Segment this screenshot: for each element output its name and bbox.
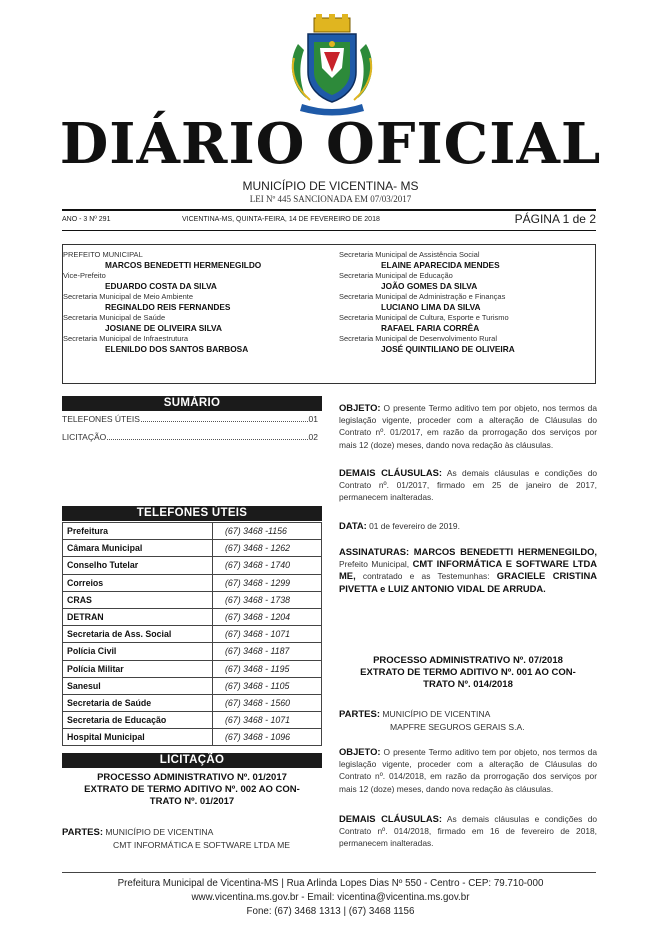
leader-dots [107,439,307,440]
official-role: PREFEITO MUNICIPAL [63,250,143,259]
demais-label: DEMAIS CLÁUSULAS: [339,467,443,478]
official-name: ELENILDO DOS SANTOS BARBOSA [105,344,249,354]
demais-text: As demais cláusulas e condições do Contrato nº. 01/2017, firmado em 25 de janeiro de 2017, permanecem inalteradas. [339,468,598,503]
table-row [63,626,322,643]
objeto-1-paragraph [339,402,597,451]
official-role: Secretaria Municipal de Assistência Social [339,250,480,259]
phones-table [62,522,322,746]
official-name: ELAINE APARECIDA MENDES [381,260,500,270]
footer-rule [62,872,596,873]
objeto-text: O presente Termo aditivo tem por objeto, nos termos da legislação vigente, proceder com a alteração de Cláusulas do Contrato nº. 01/2017, em razão da prorrogação dos serviços por mais 12 (doze) meses, dando nova redação às cláusulas. [339,403,597,450]
official-name: JOSIANE DE OLIVEIRA SILVA [105,323,222,333]
official-role: Secretaria Municipal de Educação [339,271,453,280]
official-name: EDUARDO COSTA DA SILVA [105,281,217,291]
official-name: RAFAEL FARIA CORRÊA [381,323,480,333]
official-role: Secretaria Municipal de Desenvolvimento Rural [339,334,497,343]
phone-name: CRAS [63,591,213,608]
process-1-line: EXTRATO DE TERMO ADITIVO Nº. 002 AO CON- [84,784,300,795]
phone-name: Hospital Municipal [63,729,213,746]
process-1-line: PROCESSO ADMINISTRATIVO Nº. 01/2017 [97,772,287,783]
table-row [63,643,322,660]
phone-name: Secretaria de Saúde [63,694,213,711]
official-role: Secretaria Municipal de Cultura, Esporte e Turismo [339,313,509,322]
objeto-label: OBJETO: [339,746,381,757]
assinaturas-text: Prefeito Municipal, [339,559,413,570]
phone-number: (67) 3468 - 1738 [213,591,322,608]
phone-number: (67) 3468 - 1096 [213,729,322,746]
parties-label: PARTES: [339,709,380,720]
phone-name: Correios [63,574,213,591]
phone-name: Sanesul [63,677,213,694]
summary-entry-label: LICITAÇÃO [62,432,107,442]
process-1-parties [62,826,322,851]
summary-entry-label: TELEFONES ÚTEIS [62,414,140,424]
officials-right-column [339,250,604,355]
bottom-rule [62,230,596,231]
objeto-text: O presente Termo aditivo tem por objeto, nos termos da legislação vigente, proceder com a alteração de Cláusulas do Contrato nº. 014/2018, em razão da prorrogação dos serviços por mais 12 (doze) meses, dando nova redação às cláusulas. [339,747,597,794]
phone-number: (67) 3468 - 1204 [213,608,322,625]
phone-name: Conselho Tutelar [63,557,213,574]
objeto-2-paragraph [339,746,597,795]
process-2-line: EXTRATO DE TERMO ADITIVO Nº. 001 AO CON- [360,667,576,678]
parties-label: PARTES: [62,827,103,838]
table-row [63,574,322,591]
phone-name: Secretaria de Educação [63,712,213,729]
law-reference: LEI Nº 445 SANCIONADA EM 07/03/2017 [249,194,412,204]
official-name: JOSÉ QUINTILIANO DE OLIVEIRA [381,344,515,354]
table-row [63,694,322,711]
top-rule [62,209,596,211]
process-2-line: TRATO Nº. 014/2018 [423,679,513,690]
official-role: Vice-Prefeito [63,271,106,280]
phone-number: (67) 3468 - 1195 [213,660,322,677]
party-name: MAPFRE SEGUROS GERAIS S.A. [390,722,525,732]
phone-number: (67) 3468 - 1560 [213,694,322,711]
footer-address: Prefeitura Municipal de Vicentina-MS | Rua Arlinda Lopes Dias Nº 550 - Centro - CEP: 79.710-000 [117,878,544,889]
official-role: Secretaria Municipal de Administração e Finanças [339,292,506,301]
phone-name: DETRAN [63,608,213,625]
demais-2-paragraph [339,813,597,850]
table-row [63,557,322,574]
page-number: PÁGINA 1 de 2 [514,212,596,226]
table-row [63,712,322,729]
assinaturas-witnesses: GRACIELE CRISTINA PIVETTA e LUIZ ANTONIO VIDAL DE ARRUDA. [339,570,597,594]
assinaturas-company: CMT INFORMÁTICA E SOFTWARE LTDA ME, [339,558,597,582]
summary-entry[interactable] [62,414,318,424]
data-paragraph [339,520,597,532]
assinaturas-paragraph [339,546,597,595]
table-row [63,677,322,694]
table-row [63,729,322,746]
data-text: 01 de fevereiro de 2019. [366,521,460,531]
phone-name: Prefeitura [63,523,213,540]
official-name: REGINALDO REIS FERNANDES [105,302,231,312]
phone-number: (67) 3468 - 1071 [213,626,322,643]
table-row [63,660,322,677]
process-2-parties [339,708,597,733]
party-name: MUNICÍPIO DE VICENTINA [382,709,491,719]
phone-number: (67) 3468 -1156 [213,523,322,540]
assinaturas-label: ASSINATURAS: MARCOS BENEDETTI HERMENEGILDO, [339,546,597,557]
process-2-line: PROCESSO ADMINISTRATIVO Nº. 07/2018 [373,655,563,666]
process-1-line: TRATO Nº. 01/2017 [149,796,235,807]
phone-number: (67) 3468 - 1299 [213,574,322,591]
footer-phones: Fone: (67) 3468 1313 | (67) 3468 1156 [246,906,415,917]
issue-date: VICENTINA-MS, QUINTA-FEIRA, 14 DE FEVEREIRO DE 2018 [182,216,380,223]
phone-name: Polícia Civil [63,643,213,660]
edition-number: ANO - 3 Nº 291 [62,216,111,223]
official-role: Secretaria Municipal de Meio Ambiente [63,292,194,301]
phone-number: (67) 3468 - 1187 [213,643,322,660]
table-row [63,608,322,625]
demais-text: As demais cláusulas e condições do Contrato nº. 014/2018, firmado em 16 de fevereiro de 2018, permanecem inalteradas. [339,814,598,849]
phone-number: (67) 3468 - 1740 [213,557,322,574]
phone-name: Câmara Municipal [63,540,213,557]
table-row [63,591,322,608]
demais-label: DEMAIS CLÁUSULAS: [339,813,443,824]
municipality-name: MUNICÍPIO DE VICENTINA- MS [242,179,419,193]
process-2-heading [339,655,597,691]
table-row [63,523,322,540]
footer-web-email[interactable]: www.vicentina.ms.gov.br - Email: vicentina@vicentina.ms.gov.br [191,892,470,903]
summary-heading: SUMÁRIO [62,396,322,411]
phones-heading: TELEFONES ÚTEIS [62,506,322,521]
phone-name: Secretaria de Ass. Social [63,626,213,643]
phone-name: Polícia Militar [63,660,213,677]
summary-entry[interactable] [62,432,318,442]
official-name: MARCOS BENEDETTI HERMENEGILDO [105,260,262,270]
demais-1-paragraph [339,467,597,504]
issue-meta-bar [62,212,596,230]
official-name: JOÃO GOMES DA SILVA [381,281,478,291]
official-role: Secretaria Municipal de Infraestrutura [63,334,189,343]
summary-entry-page: 01 [308,414,318,424]
objeto-label: OBJETO: [339,402,381,413]
officials-box [62,244,596,384]
process-1-heading [62,772,322,808]
phone-number: (67) 3468 - 1071 [213,712,322,729]
summary-entry-page: 02 [308,432,318,442]
phone-number: (67) 3468 - 1105 [213,677,322,694]
party-name: CMT INFORMÁTICA E SOFTWARE LTDA ME [113,840,290,850]
official-role: Secretaria Municipal de Saúde [63,313,166,322]
party-name: MUNICÍPIO DE VICENTINA [105,827,214,837]
phone-number: (67) 3468 - 1262 [213,540,322,557]
assinaturas-text: contratado e as Testemunhas: [355,571,497,582]
officials-left-column [63,250,328,355]
licitacao-heading: LICITAÇÃO [62,753,322,768]
table-row [63,540,322,557]
leader-dots [141,421,308,422]
official-name: LUCIANO LIMA DA SILVA [381,302,481,312]
data-label: DATA: [339,520,367,531]
municipal-coat-of-arms-icon [284,14,380,116]
masthead-title: DIÁRIO OFICIAL [59,111,602,177]
